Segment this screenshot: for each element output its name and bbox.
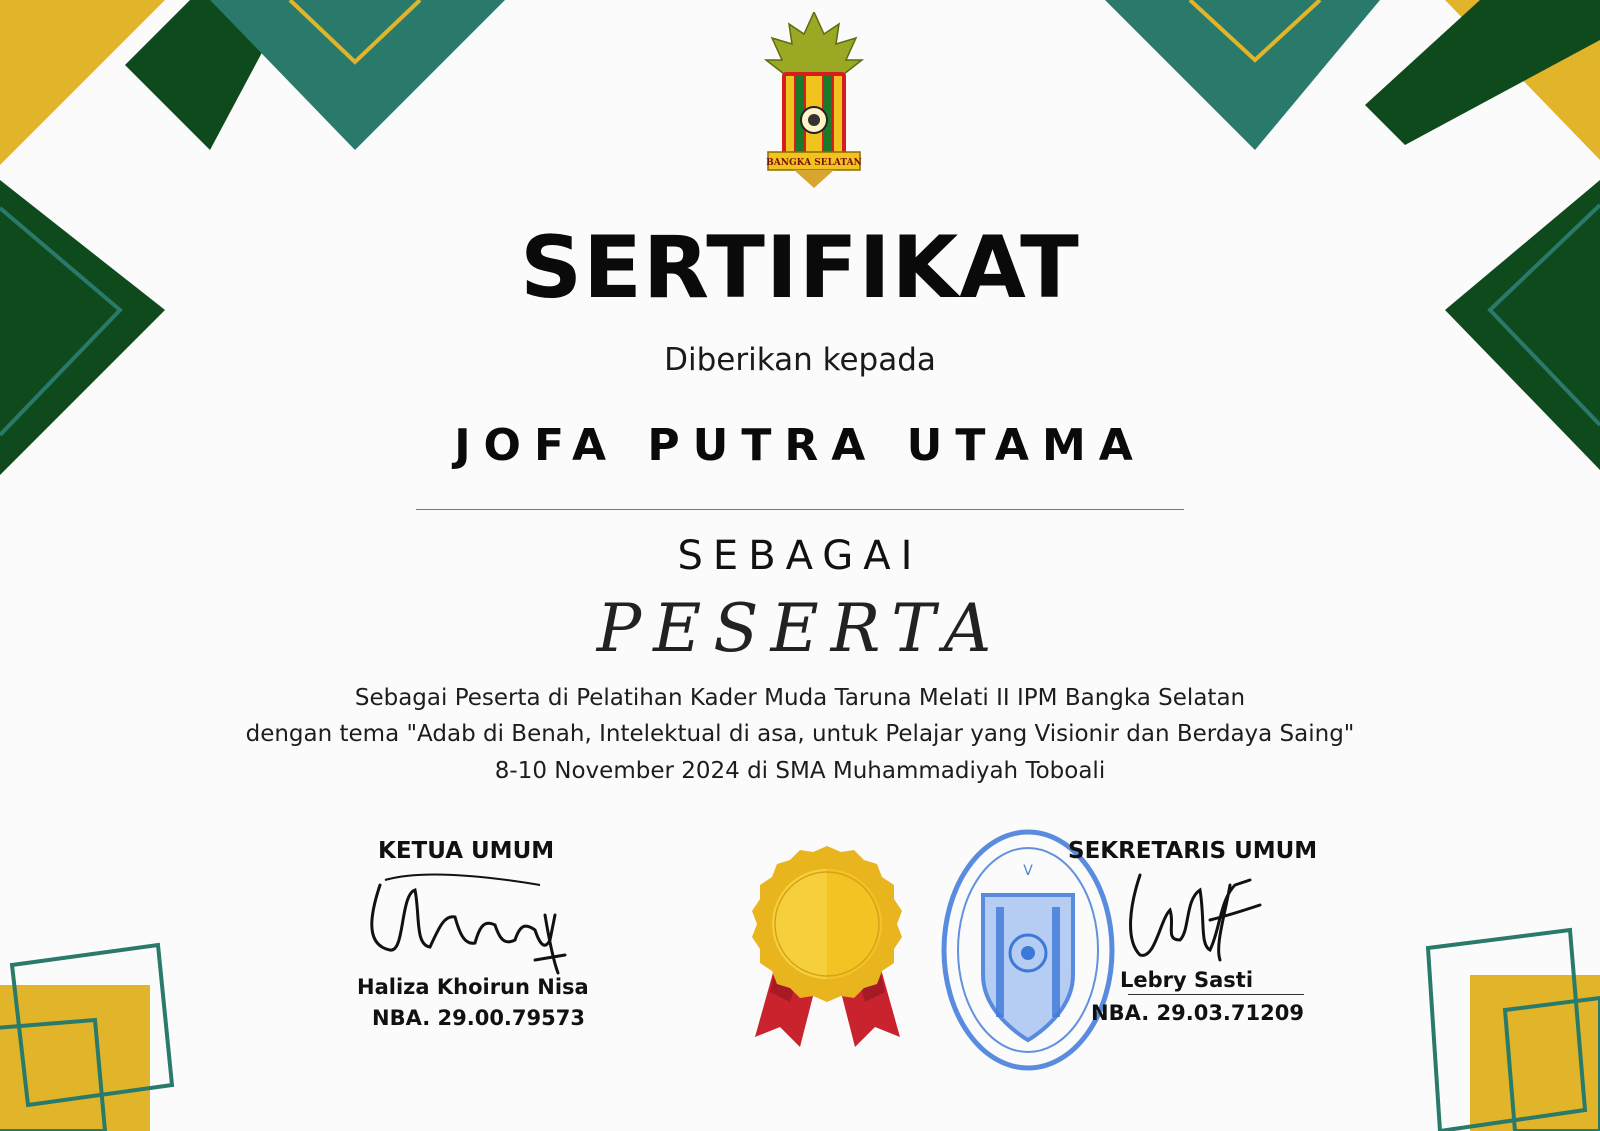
emblem-banner-text: BANGKA SELATAN	[766, 158, 862, 168]
left-signatory-nba: NBA. 29.00.79573	[372, 1006, 585, 1030]
left-signature	[360, 855, 590, 975]
description-line: 8-10 November 2024 di SMA Muhammadiyah Toboali	[494, 758, 1106, 784]
description-line: Sebagai Peserta di Pelatihan Kader Muda Taruna Melati II IPM Bangka Selatan	[354, 685, 1246, 711]
top-left-yellow-triangle	[0, 0, 165, 165]
right-signature	[1120, 860, 1270, 970]
svg-text:V: V	[1023, 863, 1033, 879]
as-label: SEBAGAI	[677, 533, 923, 579]
role-label: PESERTA	[596, 590, 1004, 667]
right-signatory-position: SEKRETARIS UMUM	[1068, 838, 1318, 864]
top-left-teal-triangle	[210, 0, 505, 150]
description-line: dengan tema "Adab di Benah, Intelektual di asa, untuk Pelajar yang Visionir dan Berdaya Saing"	[245, 721, 1355, 747]
right-signature-line	[1128, 994, 1304, 995]
top-right-teal-triangle	[1105, 0, 1380, 150]
given-to-label: Diberikan kepada	[664, 342, 936, 378]
left-signatory-position: KETUA UMUM	[378, 838, 555, 864]
recipient-name: JOFA PUTRA UTAMA	[454, 420, 1146, 471]
right-signatory-name: Lebry Sasti	[1120, 968, 1254, 992]
name-divider	[416, 509, 1184, 510]
certificate-title: SERTIFIKAT	[520, 218, 1080, 318]
award-medal-icon	[745, 842, 910, 1057]
left-signatory-name: Haliza Khoirun Nisa	[357, 975, 589, 999]
right-signatory-nba: NBA. 29.03.71209	[1091, 1001, 1304, 1025]
bangka-selatan-emblem-logo	[764, 12, 864, 188]
